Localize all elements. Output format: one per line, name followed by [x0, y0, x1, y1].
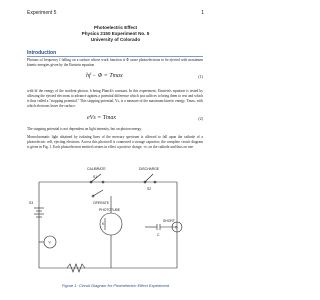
- equation-2: eVs = Tmax: [87, 115, 117, 121]
- title-line-1: Photoelectric Effect: [93, 25, 138, 30]
- label-s1: S1: [93, 175, 98, 179]
- paragraph-4: Monochromatic light obtained by isolating lines of the mercury spectrum is allowed to fall upon the cathode of a photoelectric cell, ejecting electrons. Across this photocell is connected a storage capacitor; the complete circuit diagram is given in Fig. 1. Each photoelectron emitted creates in effect a positive charge, +e, on the cathode and thus on one: [27, 135, 203, 150]
- label-discharge: DISCHARGE: [139, 167, 160, 171]
- section-rule: [27, 56, 203, 57]
- equation-1: hf − Φ = Tmax: [86, 73, 123, 79]
- label-operate: OPERATE: [93, 201, 109, 205]
- label-phototube: PHOTOTUBE: [99, 208, 121, 212]
- section-heading: Introduction: [27, 50, 57, 56]
- label-k: K: [102, 222, 105, 226]
- label-s3: S3: [29, 201, 34, 205]
- page-header: [27, 10, 204, 18]
- label-s2: S2: [147, 187, 152, 191]
- title-line-2: Physics 2150 Experiment No. 5: [81, 31, 150, 36]
- page-number: 1: [201, 10, 204, 16]
- label-c: C: [157, 233, 160, 237]
- title-line-3: University of Colorado: [90, 37, 141, 42]
- label-calibrate: CALIBRATE: [87, 167, 106, 171]
- equation-1-number: (1): [198, 74, 203, 79]
- paragraph-3: The stopping potential is not dependent on light intensity, but on photon energy.: [27, 127, 142, 131]
- circuit-diagram: [27, 164, 203, 280]
- equation-2-number: (2): [198, 116, 203, 121]
- paragraph-1: Photons of frequency f falling on a surface whose work function is Φ cause photoelectrons to be ejected with maximum kinetic energies given by the Einstein equation: [27, 58, 203, 68]
- label-v: V: [48, 240, 51, 245]
- figure-caption: Figure 1: Circuit Diagram for Photoelectric Effect Experiment: [61, 283, 170, 288]
- label-short: SHORT: [163, 219, 175, 223]
- paragraph-2: with hf the energy of the incident photon, h being Planck's constant. In this experiment, Einstein's equation is tested by allowing the ejected electrons to advance against a potential difference which just suffices to bring them to rest and which is thus called a "stopping potential." This stopping potential, Vs, is a measure of the maximum kinetic energy, Tmax, with which electrons leave the surface:: [27, 89, 203, 109]
- header-left: Experiment 5: [27, 10, 57, 16]
- label-g: G: [175, 225, 178, 230]
